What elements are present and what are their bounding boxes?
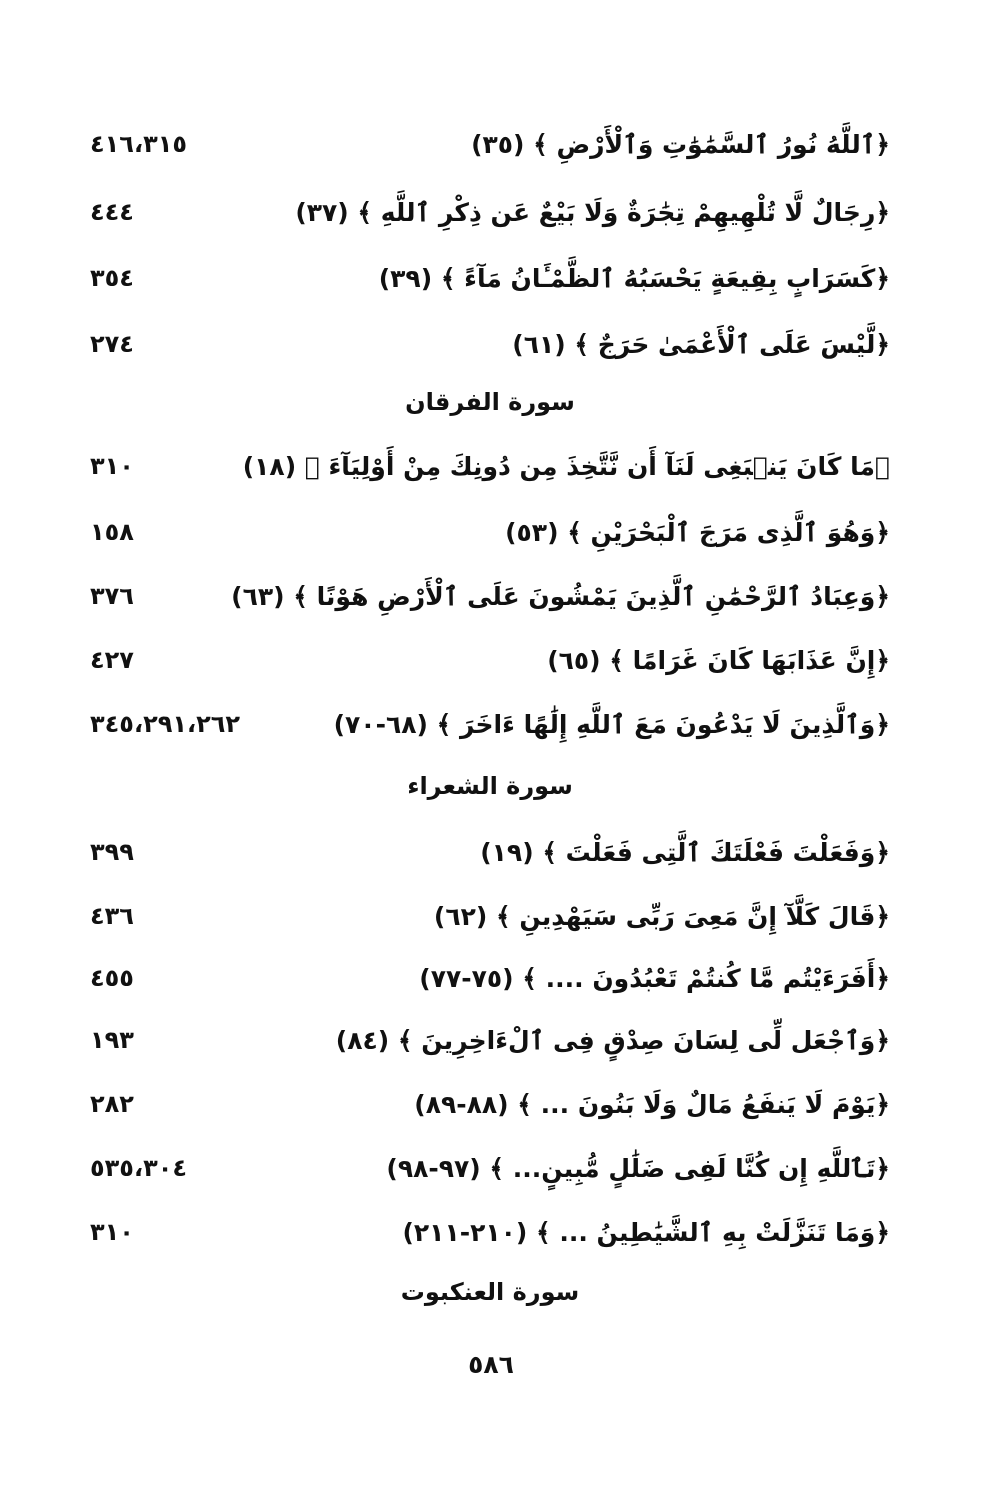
- verse-text: ﴿وَٱلَّذِينَ لَا يَدْعُونَ مَعَ ٱللَّهِ إِلَٰهًا ءَاخَرَ ﴾ (٦٨-٧٠): [333, 709, 890, 739]
- verse-text: ﴿مَا كَانَ يَنۢبَغِى لَنَآ أَن نَّتَّخِذَ مِن دُونِكَ مِنْ أَوْلِيَآءَ ﴾ (١٨): [242, 451, 890, 481]
- page-references: ٣٤٥،٢٩١،٢٦٢: [90, 710, 241, 738]
- verse-entry: [90, 948, 890, 1008]
- verse-text: ﴿قَالَ كَلَّآ إِنَّ مَعِىَ رَبِّى سَيَهْدِينِ ﴾ (٦٢): [433, 901, 890, 931]
- verse-entry: [90, 502, 890, 562]
- verse-entry: [90, 182, 890, 242]
- surah-heading-ankabut: سورة العنكبوت: [400, 1278, 580, 1306]
- verse-entry: [90, 1010, 890, 1070]
- page-references: ٢٧٤: [90, 330, 134, 358]
- verse-entry: [90, 114, 890, 174]
- verse-text: ﴿وَهُوَ ٱلَّذِى مَرَجَ ٱلْبَحْرَيْنِ ﴾ (٥٣): [505, 517, 890, 547]
- page-references: ٣٧٦: [90, 582, 134, 610]
- verse-entry: [90, 1138, 890, 1198]
- page-references: ١٥٨: [90, 518, 134, 546]
- page-references: ٤١٦،٣١٥: [90, 130, 188, 158]
- verse-text: ﴿كَسَرَابٍ بِقِيعَةٍ يَحْسَبُهُ ٱلظَّمْـَٔانُ مَآءً ﴾ (٣٩): [378, 263, 890, 293]
- verse-entry: [90, 314, 890, 374]
- verse-text: ﴿وَمَا تَنَزَّلَتْ بِهِ ٱلشَّيَٰطِينُ ... ﴾ (٢١٠-٢١١): [402, 1217, 890, 1247]
- verse-entry: [90, 630, 890, 690]
- page-references: ١٩٣: [90, 1026, 134, 1054]
- verse-entry: [90, 248, 890, 308]
- verse-text: ﴿وَعِبَادُ ٱلرَّحْمَٰنِ ٱلَّذِينَ يَمْشُونَ عَلَى ٱلْأَرْضِ هَوْنًا ﴾ (٦٣): [231, 581, 890, 611]
- page-references: ٥٣٥،٣٠٤: [90, 1154, 188, 1182]
- verse-text: ﴿تَٱللَّهِ إِن كُنَّا لَفِى ضَلَٰلٍ مُّبِينٍ... ﴾ (٩٧-٩٨): [386, 1153, 890, 1183]
- page-references: ٣٥٤: [90, 264, 134, 292]
- page-references: ٣٩٩: [90, 838, 134, 866]
- verse-text: ﴿لَّيْسَ عَلَى ٱلْأَعْمَىٰ حَرَجٌ ﴾ (٦١): [512, 329, 890, 359]
- verse-text: ﴿ٱللَّهُ نُورُ ٱلسَّمَٰوَٰتِ وَٱلْأَرْضِ ﴾ (٣٥): [471, 129, 890, 159]
- page-references: ٣١٠: [90, 452, 134, 480]
- verse-entry: [90, 694, 890, 754]
- verse-entry: [90, 566, 890, 626]
- verse-text: ﴿وَٱجْعَل لِّى لِسَانَ صِدْقٍ فِى ٱلْءَاخِرِينَ ﴾ (٨٤): [335, 1025, 890, 1055]
- verse-entry: [90, 1074, 890, 1134]
- page-number: ٥٨٦: [468, 1350, 514, 1379]
- verse-text: ﴿أَفَرَءَيْتُم مَّا كُنتُمْ تَعْبُدُونَ .... ﴾ (٧٥-٧٧): [419, 963, 890, 993]
- verse-entry: [90, 436, 890, 496]
- page-references: ٤٥٥: [90, 964, 134, 992]
- verse-text: ﴿رِجَالٌ لَّا تُلْهِيهِمْ تِجَٰرَةٌ وَلَا بَيْعٌ عَن ذِكْرِ ٱللَّهِ ﴾ (٣٧): [295, 197, 890, 227]
- page-references: ٤٢٧: [90, 646, 134, 674]
- verse-text: ﴿إِنَّ عَذَابَهَا كَانَ غَرَامًا ﴾ (٦٥): [547, 645, 890, 675]
- verse-entry: [90, 886, 890, 946]
- verse-entry: [90, 1202, 890, 1262]
- page-references: ٤٣٦: [90, 902, 134, 930]
- page-references: ٤٤٤: [90, 198, 134, 226]
- verse-text: ﴿يَوْمَ لَا يَنفَعُ مَالٌ وَلَا بَنُونَ ... ﴾ (٨٨-٨٩): [414, 1089, 890, 1119]
- verse-text: ﴿وَفَعَلْتَ فَعْلَتَكَ ٱلَّتِى فَعَلْتَ ﴾ (١٩): [480, 837, 890, 867]
- page-references: ٣١٠: [90, 1218, 134, 1246]
- verse-entry: [90, 822, 890, 882]
- surah-heading-shuara: سورة الشعراء: [407, 772, 573, 800]
- surah-heading-furqan: سورة الفرقان: [405, 388, 575, 416]
- page-references: ٢٨٢: [90, 1090, 134, 1118]
